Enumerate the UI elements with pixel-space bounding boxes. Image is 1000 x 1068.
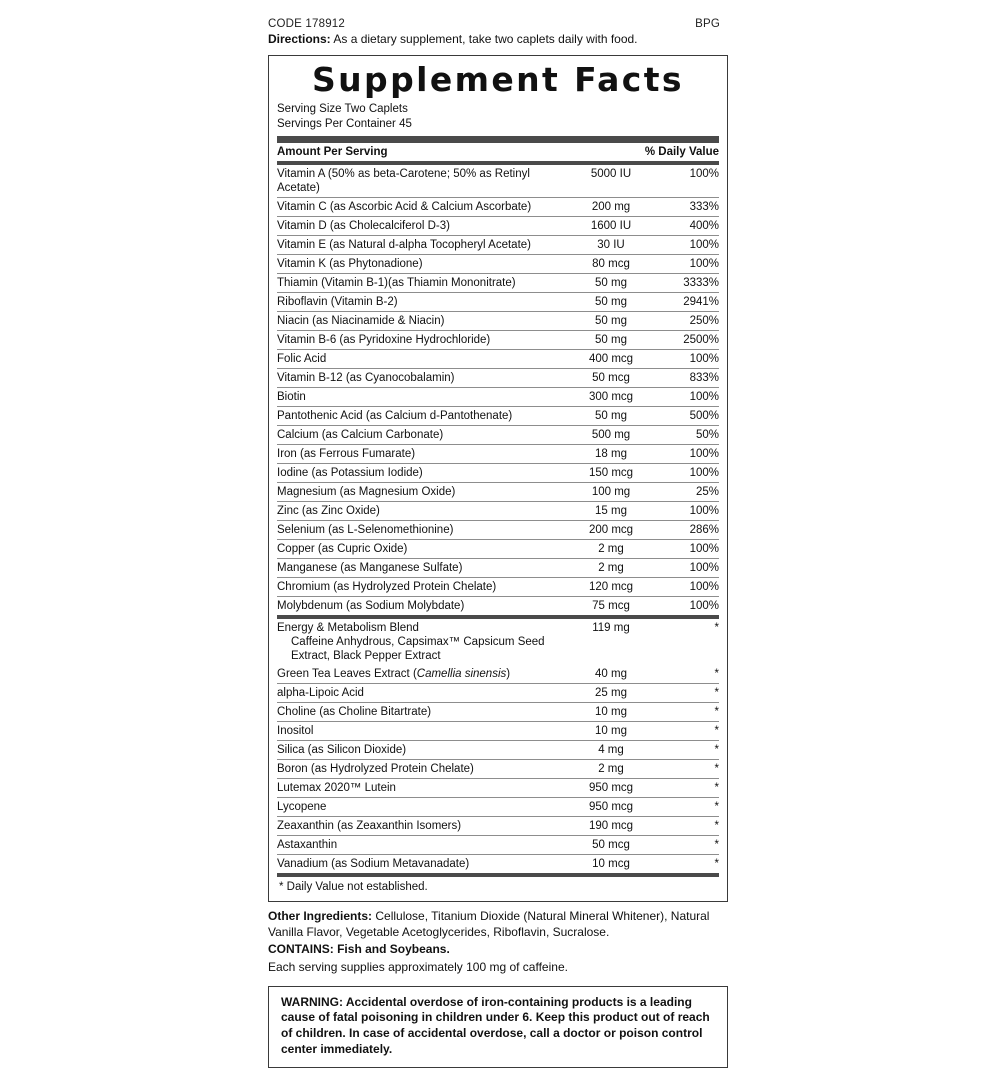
nutrient-amount: 950 mcg: [565, 779, 657, 798]
nutrient-amount: 100 mg: [565, 482, 657, 501]
nutrient-amount: 300 mcg: [565, 387, 657, 406]
nutrient-name: Iodine (as Potassium Iodide): [277, 463, 565, 482]
nutrient-name: Riboflavin (Vitamin B-2): [277, 292, 565, 311]
nutrient-amount: 1600 IU: [565, 216, 657, 235]
blend-subingredients: Caffeine Anhydrous, Capsimax™ Capsicum Seed Extract, Black Pepper Extract: [291, 635, 545, 662]
table-row: [277, 349, 719, 368]
nutrient-amount: 50 mg: [565, 273, 657, 292]
table-row: [277, 520, 719, 539]
nutrient-amount: 190 mcg: [565, 817, 657, 836]
table-row: [277, 368, 719, 387]
nutrient-name: Manganese (as Manganese Sulfate): [277, 558, 565, 577]
nutrient-name: Choline (as Choline Bitartrate): [277, 702, 565, 721]
nutrient-amount: 200 mcg: [565, 520, 657, 539]
contains-statement: [268, 942, 728, 958]
other-ingredients: [268, 909, 728, 940]
nutrient-name: Vitamin K (as Phytonadione): [277, 254, 565, 273]
table-row: [277, 577, 719, 596]
nutrient-amount: 50 mcg: [565, 368, 657, 387]
table-row: [277, 817, 719, 836]
nutrient-amount: 25 mg: [565, 683, 657, 702]
nutrient-name: Iron (as Ferrous Fumarate): [277, 444, 565, 463]
nutrient-amount: 50 mg: [565, 292, 657, 311]
nutrient-amount: 50 mg: [565, 330, 657, 349]
directions-body: As a dietary supplement, take two caplets daily with food.: [330, 32, 638, 46]
warning-text: Accidental overdose of iron-containing products is a leading cause of fatal poisoning in children under 6. Keep this product out of reach of children. In case of accidental overdose, call a doctor or poison control center immediately.: [281, 994, 710, 1056]
table-row: [277, 741, 719, 760]
nutrient-daily-value: 100%: [657, 254, 719, 273]
directions-text: [268, 32, 728, 47]
nutrient-amount: 75 mcg: [592, 599, 630, 612]
nutrient-name: Vanadium (as Sodium Metavanadate): [277, 858, 470, 871]
nutrient-name: Vitamin A (50% as beta-Carotene; 50% as Retinyl Acetate): [277, 165, 565, 198]
nutrient-name: Vitamin B-12 (as Cyanocobalamin): [277, 368, 565, 387]
nutrient-daily-value: *: [714, 858, 719, 871]
facts-table-blend: [277, 619, 719, 665]
nutrient-name: Inositol: [277, 722, 565, 741]
daily-value-footnote: * Daily Value not established.: [279, 881, 428, 894]
nutrient-daily-value: *: [657, 665, 719, 684]
nutrient-amount: 40 mg: [565, 665, 657, 684]
nutrient-name: Zeaxanthin (as Zeaxanthin Isomers): [277, 817, 565, 836]
nutrient-name: Vitamin C (as Ascorbic Acid & Calcium Ascorbate): [277, 197, 565, 216]
warning-box: [268, 986, 728, 1068]
nutrient-amount: 5000 IU: [565, 165, 657, 198]
nutrient-name: Folic Acid: [277, 349, 565, 368]
table-row-blend: [277, 619, 719, 665]
nutrient-amount: 10 mcg: [592, 858, 630, 871]
nutrient-daily-value: 100%: [657, 463, 719, 482]
col-spacer: [553, 143, 645, 161]
nutrient-name: Niacin (as Niacinamide & Niacin): [277, 311, 565, 330]
table-row: [277, 425, 719, 444]
nutrient-amount: 500 mg: [565, 425, 657, 444]
after-panel-text: [268, 909, 728, 975]
nutrient-daily-value: *: [657, 798, 719, 817]
blend-amount: 119 mg: [592, 621, 630, 634]
nutrient-amount: 18 mg: [565, 444, 657, 463]
nutrient-amount: 120 mcg: [565, 577, 657, 596]
nutrient-amount: 2 mg: [565, 558, 657, 577]
nutrient-amount: 4 mg: [565, 741, 657, 760]
nutrient-daily-value: 3333%: [657, 273, 719, 292]
nutrient-daily-value: 100%: [657, 539, 719, 558]
table-row: [277, 292, 719, 311]
facts-table-vitamins: [277, 165, 719, 615]
nutrient-name: Green Tea Leaves Extract (Camellia sinensis): [277, 665, 565, 684]
table-row: [277, 501, 719, 520]
other-ingredients-label: Other Ingredients:: [268, 909, 373, 924]
col-amount-per-serving: Amount Per Serving: [277, 145, 388, 158]
nutrient-daily-value: 333%: [657, 197, 719, 216]
col-daily-value: % Daily Value: [644, 145, 719, 158]
table-row: [277, 665, 719, 684]
bpg-marker: BPG: [695, 18, 720, 30]
table-row: [277, 760, 719, 779]
nutrient-amount: 150 mcg: [565, 463, 657, 482]
nutrient-daily-value: *: [657, 779, 719, 798]
nutrient-name: Copper (as Cupric Oxide): [277, 539, 565, 558]
table-row: [277, 273, 719, 292]
nutrient-daily-value: 286%: [657, 520, 719, 539]
nutrient-name: Magnesium (as Magnesium Oxide): [277, 482, 565, 501]
nutrient-amount: 2 mg: [565, 760, 657, 779]
nutrient-amount: 10 mg: [565, 702, 657, 721]
nutrient-name: Lycopene: [277, 798, 565, 817]
nutrient-daily-value: *: [657, 817, 719, 836]
table-row: [277, 539, 719, 558]
warning-label: WARNING:: [281, 994, 343, 1009]
nutrient-amount: 50 mg: [565, 311, 657, 330]
nutrient-amount: 10 mg: [565, 722, 657, 741]
product-code: CODE 178912: [268, 18, 345, 30]
nutrient-amount: 400 mcg: [565, 349, 657, 368]
table-row: [277, 254, 719, 273]
nutrient-amount: 30 IU: [565, 235, 657, 254]
blend-name: [277, 619, 565, 665]
label-topline: [268, 18, 728, 30]
nutrient-name: Vitamin E (as Natural d-alpha Tocopheryl Acetate): [277, 235, 565, 254]
nutrient-daily-value: 100%: [657, 558, 719, 577]
nutrient-name: Vitamin B-6 (as Pyridoxine Hydrochloride): [277, 330, 565, 349]
nutrient-name: Silica (as Silicon Dioxide): [277, 741, 565, 760]
table-row: [277, 855, 719, 874]
nutrient-name: Lutemax 2020™ Lutein: [277, 779, 565, 798]
nutrient-daily-value: *: [657, 741, 719, 760]
divider-thick-top: [277, 136, 719, 143]
nutrient-name: Molybdenum (as Sodium Molybdate): [277, 599, 465, 612]
nutrient-name: Zinc (as Zinc Oxide): [277, 501, 565, 520]
table-row: [277, 702, 719, 721]
table-row: [277, 463, 719, 482]
nutrient-daily-value: 2941%: [657, 292, 719, 311]
table-row: [277, 387, 719, 406]
blend-dv: *: [714, 621, 719, 634]
page-title: Supplement Facts: [312, 60, 684, 99]
directions-label: Directions:: [268, 32, 331, 46]
nutrient-name: Vitamin D (as Cholecalciferol D-3): [277, 216, 565, 235]
nutrient-daily-value: 100%: [657, 349, 719, 368]
nutrient-name: Astaxanthin: [277, 836, 565, 855]
table-row: [277, 165, 719, 198]
nutrient-name: Biotin: [277, 387, 565, 406]
nutrient-name: Selenium (as L-Selenomethionine): [277, 520, 565, 539]
nutrient-amount: 50 mg: [565, 406, 657, 425]
contains-text: CONTAINS: Fish and Soybeans.: [268, 942, 450, 957]
facts-table-other: [277, 665, 719, 873]
nutrient-amount: 200 mg: [565, 197, 657, 216]
nutrient-name: Boron (as Hydrolyzed Protein Chelate): [277, 760, 565, 779]
table-row: [277, 482, 719, 501]
nutrient-daily-value: 100%: [657, 577, 719, 596]
servings-per-container: Servings Per Container 45: [277, 117, 412, 130]
facts-table-header: [277, 143, 719, 161]
nutrient-amount: 50 mcg: [565, 836, 657, 855]
nutrient-daily-value: 25%: [657, 482, 719, 501]
table-row: [277, 216, 719, 235]
nutrient-daily-value: 2500%: [657, 330, 719, 349]
nutrient-daily-value: 100%: [657, 235, 719, 254]
nutrient-daily-value: 50%: [657, 425, 719, 444]
other-ingredients-body: Cellulose, Titanium Dioxide (Natural Mineral Whitener), Natural Vanilla Flavor, Vegetable Acetoglycerides, Riboflavin, Sucralose.: [268, 909, 710, 939]
table-header-row: [277, 143, 719, 161]
nutrient-amount: 2 mg: [565, 539, 657, 558]
table-row: [277, 406, 719, 425]
blend-title: Energy & Metabolism Blend: [277, 621, 419, 634]
table-row: [277, 235, 719, 254]
nutrient-name: Pantothenic Acid (as Calcium d-Pantothenate): [277, 406, 565, 425]
table-row: [277, 722, 719, 741]
table-row: [277, 311, 719, 330]
table-row: [277, 558, 719, 577]
table-row: [277, 683, 719, 702]
nutrient-daily-value: 833%: [657, 368, 719, 387]
nutrient-daily-value: 100%: [657, 387, 719, 406]
supplement-facts-panel: [268, 55, 728, 902]
nutrient-daily-value: 100%: [657, 165, 719, 198]
caffeine-statement: Each serving supplies approximately 100 mg of caffeine.: [268, 959, 568, 974]
nutrient-daily-value: 500%: [657, 406, 719, 425]
table-row: [277, 596, 719, 615]
nutrient-name: Calcium (as Calcium Carbonate): [277, 425, 565, 444]
serving-size: Serving Size Two Caplets: [277, 102, 408, 115]
nutrient-amount: 15 mg: [565, 501, 657, 520]
nutrient-daily-value: 100%: [689, 599, 719, 612]
nutrient-name: Chromium (as Hydrolyzed Protein Chelate): [277, 577, 565, 596]
nutrient-name: alpha-Lipoic Acid: [277, 683, 565, 702]
nutrient-name: Thiamin (Vitamin B-1)(as Thiamin Mononitrate): [277, 273, 565, 292]
nutrient-daily-value: 100%: [657, 501, 719, 520]
nutrient-daily-value: *: [657, 702, 719, 721]
nutrient-daily-value: 400%: [657, 216, 719, 235]
table-row: [277, 836, 719, 855]
nutrient-amount: 80 mcg: [565, 254, 657, 273]
nutrient-daily-value: *: [657, 760, 719, 779]
table-row: [277, 330, 719, 349]
nutrient-daily-value: 100%: [657, 444, 719, 463]
nutrient-amount: 950 mcg: [565, 798, 657, 817]
table-row: [277, 197, 719, 216]
table-row: [277, 444, 719, 463]
supplement-facts-label: [268, 18, 728, 1068]
table-row: [277, 779, 719, 798]
nutrient-daily-value: *: [657, 683, 719, 702]
nutrient-daily-value: *: [657, 836, 719, 855]
nutrient-daily-value: 250%: [657, 311, 719, 330]
nutrient-daily-value: *: [657, 722, 719, 741]
table-row: [277, 798, 719, 817]
